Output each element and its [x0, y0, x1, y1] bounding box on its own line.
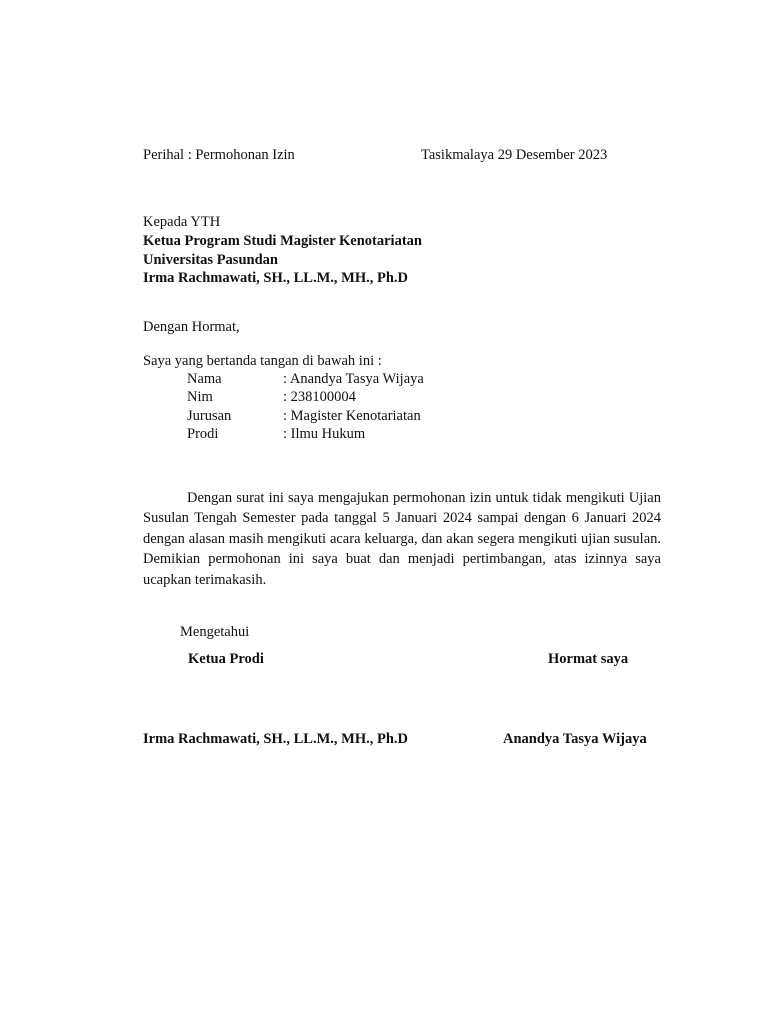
intro-line: Saya yang bertanda tangan di bawah ini :	[143, 353, 382, 369]
recipient-position: Ketua Program Studi Magister Kenotariatan	[143, 233, 422, 249]
left-signatory-name: Irma Rachmawati, SH., LL.M., MH., Ph.D	[143, 731, 409, 747]
letter-body-paragraph: Dengan surat ini saya mengajukan permohonan izin untuk tidak mengikuti Ujian Susulan Tengah Semester pada tanggal 5 Januari 2024 sampai dengan 6 Januari 2024 dengan alasan masih mengikuti acara keluarga, dan akan segera mengikuti ujian susulan. Demikian permohonan ini saya buat dan menjadi pertimbangan, atas izinnya saya ucapkan terimakasih.	[143, 489, 661, 588]
letter-subject: Perihal : Permohonan Izin	[143, 147, 295, 163]
acknowledged-label: Mengetahui	[180, 624, 250, 640]
identity-value: : 238100004	[283, 389, 356, 406]
identity-label: Prodi	[187, 425, 219, 442]
identity-value: : Magister Kenotariatan	[283, 407, 421, 424]
recipient-block	[143, 232, 422, 288]
right-signatory-name: Anandya Tasya Wijaya	[503, 731, 647, 747]
identity-value: : Ilmu Hukum	[283, 425, 366, 442]
recipient-greeting: Kepada YTH	[143, 214, 221, 230]
identity-label: Nim	[187, 389, 213, 406]
right-signature-title: Hormat saya	[548, 651, 629, 667]
left-signature-title: Ketua Prodi	[188, 651, 264, 667]
opening-salutation: Dengan Hormat,	[143, 319, 240, 335]
identity-label: Nama	[187, 371, 222, 387]
recipient-name: Irma Rachmawati, SH., LL.M., MH., Ph.D	[143, 270, 409, 286]
identity-label: Jurusan	[187, 407, 232, 424]
recipient-institution: Universitas Pasundan	[143, 251, 278, 268]
identity-value: : Anandya Tasya Wijaya	[283, 371, 424, 387]
letter-place-date: Tasikmalaya 29 Desember 2023	[421, 147, 608, 163]
